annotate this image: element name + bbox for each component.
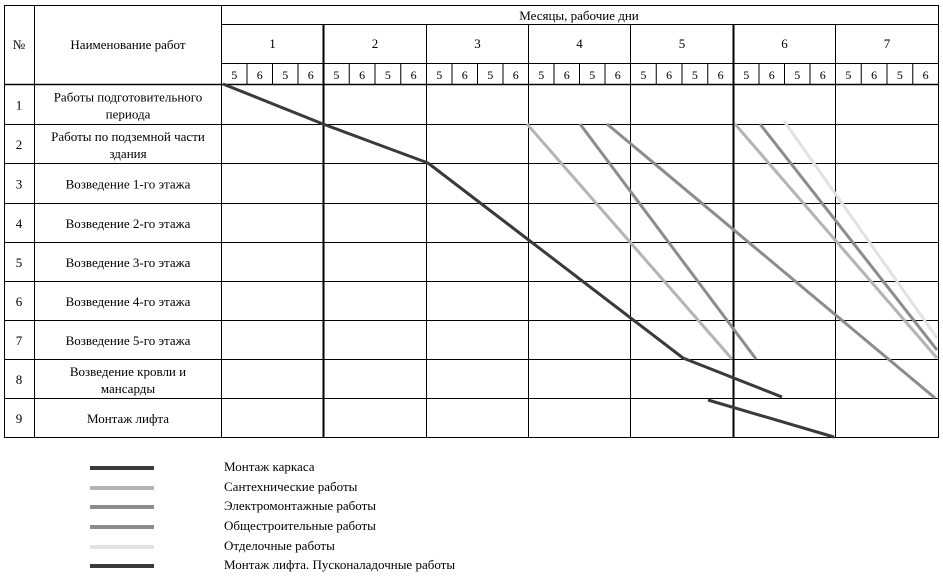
elevator-line xyxy=(708,400,834,437)
table-header xyxy=(13,8,639,52)
month-label: 5 xyxy=(678,36,686,51)
day-label: 5 xyxy=(282,68,289,82)
work-name: Возведение 2-го этажа xyxy=(65,216,191,231)
legend-label: Монтаж лифта. Пусконаладочные работы xyxy=(224,557,456,572)
month-label: 3 xyxy=(474,36,481,51)
day-label: 6 xyxy=(359,68,366,82)
day-label: 6 xyxy=(307,68,314,82)
work-name: Возведение 5-го этажа xyxy=(65,333,191,348)
legend-label: Отделочные работы xyxy=(224,538,335,553)
electrical-line xyxy=(760,124,937,350)
legend-item xyxy=(90,537,590,555)
row-number: 3 xyxy=(15,176,23,192)
month-label: 1 xyxy=(269,36,276,51)
legend-label: Электромонтажные работы xyxy=(224,498,377,513)
day-label: 6 xyxy=(410,68,417,82)
work-name: мансарды xyxy=(100,381,156,396)
work-name: здания xyxy=(109,146,147,161)
work-rows xyxy=(16,90,205,427)
day-label: 5 xyxy=(333,68,340,82)
row-number: 2 xyxy=(15,137,23,152)
legend-label: Сантехнические работы xyxy=(224,479,358,494)
work-name: Работы по подземной части xyxy=(51,129,205,144)
finishing-line xyxy=(784,121,937,338)
row-number: 4 xyxy=(15,216,23,231)
day-label: 6 xyxy=(666,68,673,82)
legend-swatch xyxy=(90,564,154,568)
legend-swatch xyxy=(90,466,154,470)
electrical-line xyxy=(580,124,756,359)
day-label: 5 xyxy=(743,68,750,82)
day-label: 5 xyxy=(691,68,698,82)
day-label: 5 xyxy=(231,68,238,82)
legend-label: Монтаж каркаса xyxy=(224,459,315,474)
legend-swatch xyxy=(90,525,154,529)
work-name: Работы подготовительного xyxy=(53,89,203,105)
row-number: 7 xyxy=(15,333,23,348)
frame-assembly-line xyxy=(223,84,782,397)
work-name: периода xyxy=(105,106,151,122)
day-label: 6 xyxy=(871,68,878,82)
month-label: 4 xyxy=(576,36,583,51)
day-label: 5 xyxy=(845,68,852,82)
legend-item xyxy=(90,497,590,515)
day-label: 6 xyxy=(256,68,263,82)
month-label: 2 xyxy=(371,36,379,51)
day-label: 6 xyxy=(563,68,570,82)
legend-swatch xyxy=(90,505,154,509)
day-label: 5 xyxy=(640,68,647,82)
header-work-name: Наименование работ xyxy=(70,37,186,52)
legend-item xyxy=(90,517,590,535)
row-number: 9 xyxy=(15,411,23,426)
plumbing-line xyxy=(527,124,732,359)
day-label: 6 xyxy=(922,68,929,82)
day-label: 6 xyxy=(768,68,775,82)
day-label: 5 xyxy=(538,68,545,82)
day-label: 6 xyxy=(614,68,621,82)
legend-swatch xyxy=(90,486,154,490)
row-number: 6 xyxy=(15,294,23,309)
legend-item xyxy=(90,478,590,496)
work-name: Монтаж лифта xyxy=(86,411,170,426)
header-months: Месяцы, рабочие дни xyxy=(519,8,639,23)
month-labels xyxy=(269,36,891,51)
row-number: 8 xyxy=(15,372,23,387)
work-name: Возведение 4-го этажа xyxy=(65,294,191,309)
work-name: Возведение 3-го этажа xyxy=(65,255,191,270)
row-number: 5 xyxy=(15,255,23,270)
day-label: 6 xyxy=(512,68,519,82)
work-name: Возведение 1-го этажа xyxy=(65,176,191,192)
legend-swatch xyxy=(90,545,154,549)
row-number: 1 xyxy=(15,97,23,113)
day-label: 5 xyxy=(896,68,903,82)
legend-item xyxy=(90,458,590,476)
day-label: 5 xyxy=(436,68,443,82)
day-label: 6 xyxy=(461,68,468,82)
day-label: 5 xyxy=(589,68,596,82)
month-label: 6 xyxy=(781,36,788,51)
day-label: 6 xyxy=(717,68,724,82)
legend-label: Общестроительные работы xyxy=(224,518,376,533)
schedule-lines xyxy=(223,84,937,437)
day-label: 5 xyxy=(794,68,801,82)
header-num: № xyxy=(12,37,26,52)
day-label: 6 xyxy=(819,68,826,82)
legend-item xyxy=(90,556,590,574)
day-label: 5 xyxy=(384,68,391,82)
day-label: 5 xyxy=(487,68,494,82)
work-name: Возведение кровли и xyxy=(69,364,187,379)
month-label: 7 xyxy=(883,36,891,51)
